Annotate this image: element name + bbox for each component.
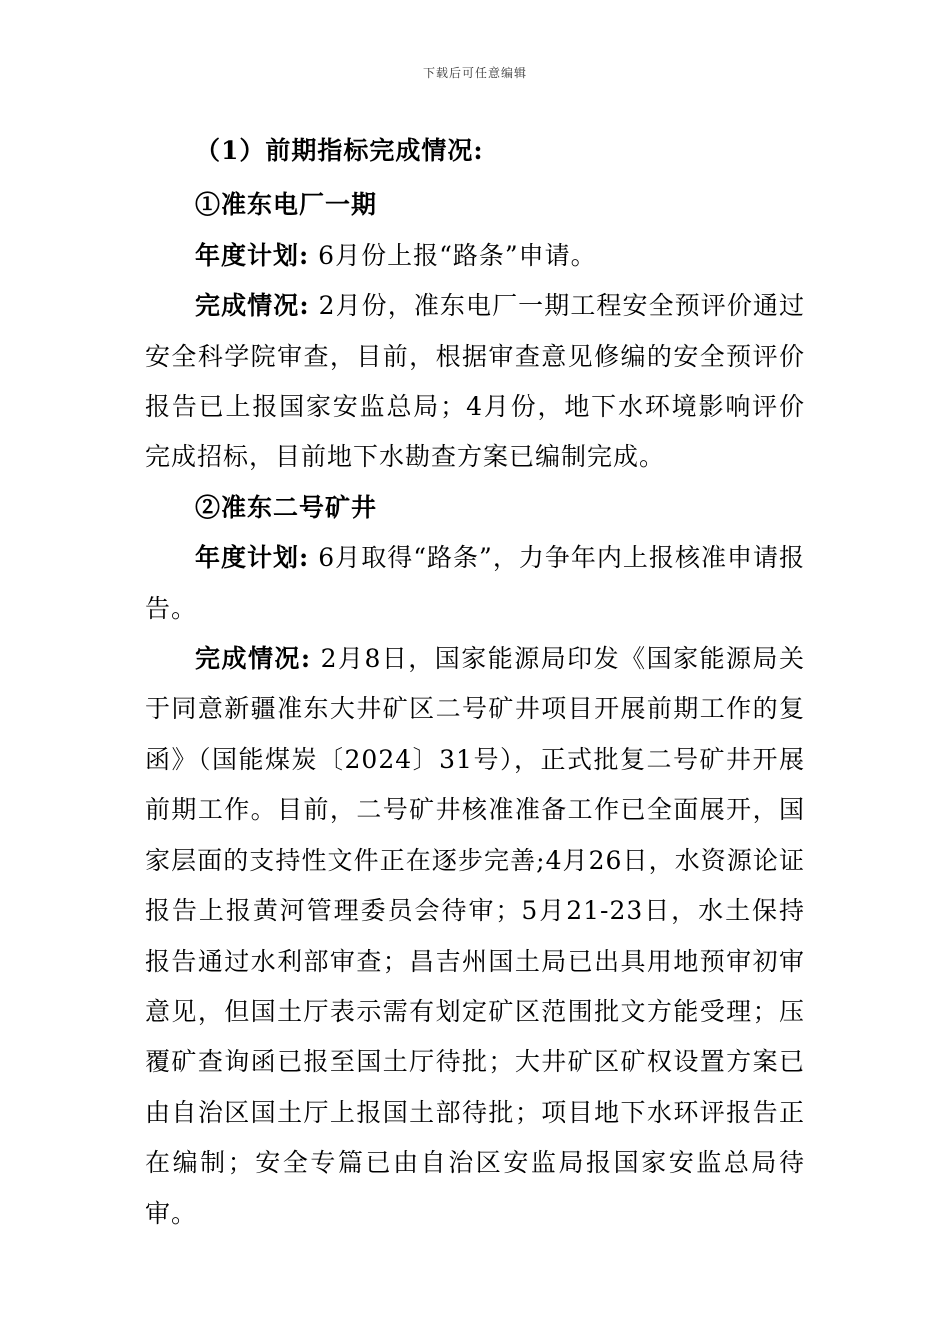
plan-label: 年度计划: xyxy=(195,543,310,573)
status-text: 2月份，准东电厂一期工程安全预评价通过安全科学院审查，目前，根据审查意见修编的安全预评价报告已上报国家安监总局；4月份，地下水环境影响评价完成招标，目前地下水勘查方案已编制完成。 xyxy=(145,291,805,472)
project-title: ②准东二号矿井 xyxy=(195,492,378,522)
completion-paragraph xyxy=(145,634,805,1239)
plan-text: 6月份上报“路条”申请。 xyxy=(309,240,597,270)
status-label: 完成情况: xyxy=(195,291,310,321)
document-body xyxy=(145,126,805,1239)
annual-plan-paragraph xyxy=(145,231,805,281)
plan-label: 年度计划: xyxy=(195,240,310,270)
annual-plan-paragraph xyxy=(145,533,805,634)
section-heading: （1）前期指标完成情况: xyxy=(195,136,484,165)
project-title: ①准东电厂一期 xyxy=(195,190,378,220)
status-text: 2月8日，国家能源局印发《国家能源局关于同意新疆准东大井矿区二号矿井项目开展前期工作的复函》（国能煤炭〔2024〕31号），正式批复二号矿井开展前期工作。目前，二号矿井核准准备工作已全面展开，国家层面的支持性文件正在逐步完善;4月26日，水资源论证报告上报黄河管理委员会待审；5月21-23日，水土保持报告通过水利部审查；昌吉州国土局已出具用地预审初审意见，但国土厅表示需有划定矿区范围批文方能受理；压覆矿查询函已报至国土厅待批；大井矿区矿权设置方案已由自治区国土厅上报国土部待批；项目地下水环评报告正在编制；安全专篇已由自治区安监局报国家安监总局待审。 xyxy=(145,644,806,1228)
completion-paragraph xyxy=(145,281,805,483)
page-header-note: 下载后可任意编辑 xyxy=(422,66,527,80)
plan-text: 6月取得“路条”，力争年内上报核准申请报告。 xyxy=(145,543,805,623)
status-label: 完成情况: xyxy=(195,644,312,674)
